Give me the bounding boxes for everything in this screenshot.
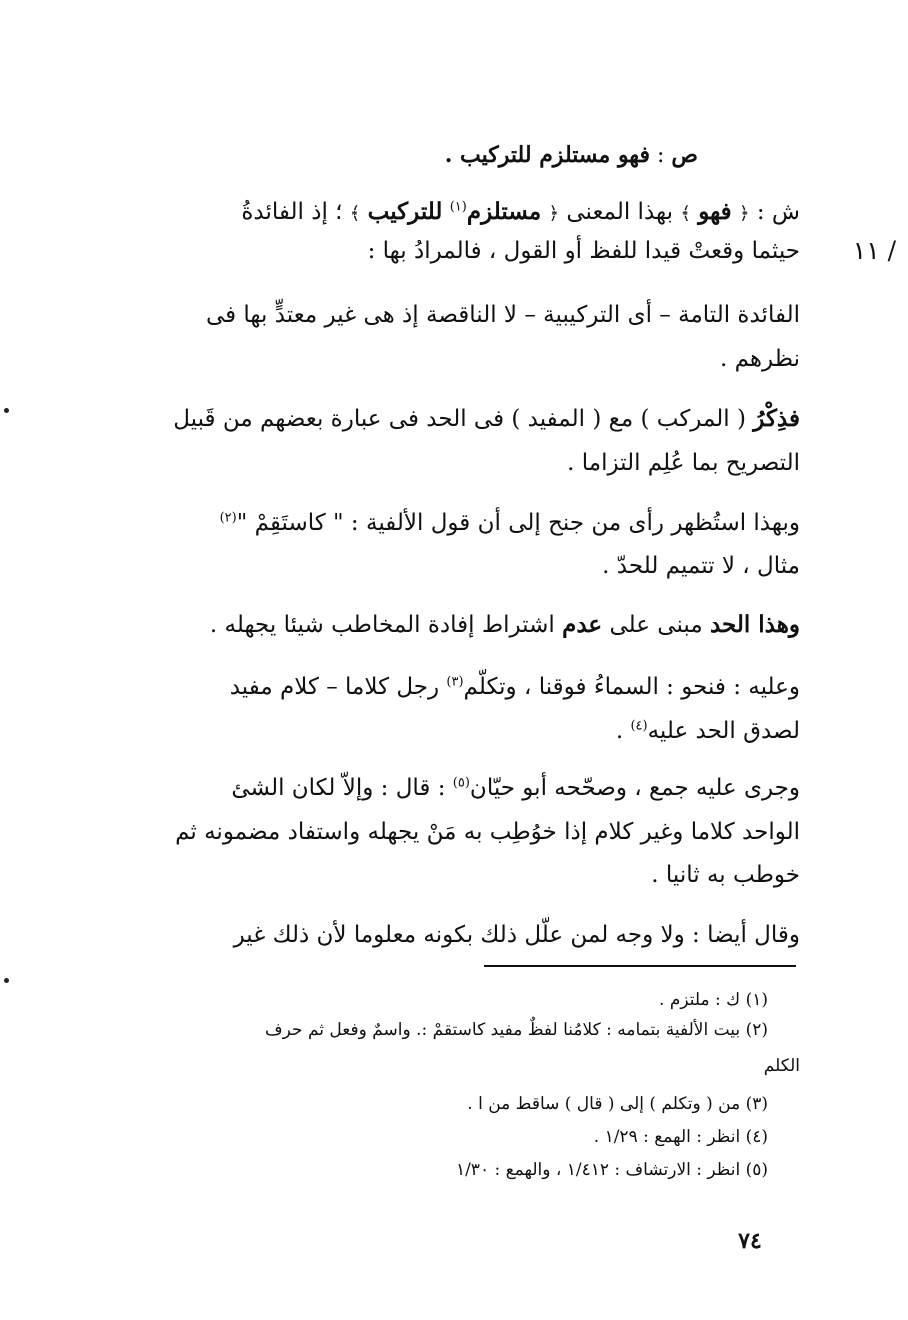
p8-line1: وقال أيضا : ولا وجه لمن علّل ذلك بكونه معلوما لأن ذلك غير <box>233 922 800 948</box>
matn-marker: ص <box>671 142 698 168</box>
scan-speck <box>4 408 9 413</box>
p6-line1 <box>230 672 800 702</box>
page-number: ٧٤ <box>738 1228 762 1254</box>
footnote-2-continuation: الكلم <box>763 1056 800 1076</box>
footnote-ref-2: (٢) <box>219 510 237 526</box>
footnote-3: (٣) من ( وتكلم ) إلى ( قال ) ساقط من ا . <box>467 1094 768 1114</box>
footnote-2: (٢) بيت الألفية بتمامه : كلامُنا لفظٌ مفيد كاستقمْ :. واسمٌ وفعل ثم حرف <box>265 1020 768 1040</box>
scan-speck <box>4 978 9 983</box>
p6-line2-end: . <box>615 718 624 744</box>
p5-word-adam: عدم <box>562 611 603 638</box>
p5-word-hadha-alhadd: وهذا الحد <box>709 611 800 638</box>
ornament-open-bracket-icon: ﴿ <box>739 203 750 224</box>
p1-lead: ش : <box>749 199 800 225</box>
p7-line3: خوطب به ثانيا . <box>651 862 800 888</box>
footnote-ref-5: (٥) <box>452 775 470 791</box>
p7-line2: الواحد كلاما وغير كلام إذا خوُطِب به مَنْ يجهله واستفاد مضمونه ثم <box>175 819 800 845</box>
margin-manuscript-number: ١١ / <box>852 236 896 265</box>
footnote-ref-4: (٤) <box>630 718 648 734</box>
p6-line2 <box>616 716 800 746</box>
footnote-5: (٥) انظر : الارتشاف : ١/٤١٢ ، والهمع : ١/٣٠ <box>455 1160 768 1180</box>
matn-separator: : <box>656 143 665 168</box>
p4-line1 <box>220 508 800 538</box>
p2-line1: الفائدة التامة – أى التركيبية – لا الناقصة إذ هى غير معتدٍّ بها فى <box>205 302 800 328</box>
footnote-ref-1: (١) <box>449 199 467 215</box>
p7-line1 <box>231 773 800 803</box>
p7-text1: وجرى عليه جمع ، وصحّحه أبو حيّان <box>469 775 800 801</box>
footnote-4: (٤) انظر : الهمع : ١/٢٩ . <box>593 1127 768 1147</box>
p1-word-fahuwa: فهو <box>698 198 732 225</box>
p1-text2: ؛ إذ الفائدةُ <box>241 199 343 225</box>
p7-text2: : قال : وإلاّ لكان الشئ <box>231 775 446 801</box>
footnote-1: (١) ك : ملتزم . <box>659 990 768 1010</box>
p6-line2-text: لصدق الحد عليه <box>647 718 800 744</box>
p1-word-mustalzim: مستلزم <box>466 198 542 225</box>
matn-text: فهو مستلزم للتركيب . <box>444 142 650 168</box>
p5-text2: اشتراط إفادة المخاطب شيئا يجهله . <box>209 612 555 638</box>
p3-word-fadhikr: فذِكْرُ <box>753 405 800 432</box>
p1-line2: حيثما وقعتْ قيدا للفظ أو القول ، فالمرادُ بها : <box>367 238 800 264</box>
p1-word-liltarkib: للتركيب <box>367 198 443 225</box>
ornament-close-bracket-icon: ﴾ <box>680 203 691 224</box>
ornament-open-bracket-icon: ﴿ <box>548 203 560 224</box>
p3-line1 <box>173 404 800 434</box>
p6-text1: وعليه : فنحو : السماءُ فوقنا ، وتكلّم <box>463 674 800 700</box>
matn-line <box>445 140 698 171</box>
footnote-ref-3: (٣) <box>446 674 464 690</box>
ornament-close-bracket-icon: ﴾ <box>349 203 361 224</box>
p5-line1 <box>210 610 800 640</box>
p1-line1 <box>241 197 800 229</box>
p5-text1: مبنى على <box>602 612 703 638</box>
p6-text2: رجل كلاما – كلام مفيد <box>229 674 440 700</box>
p4-line1-text: وبهذا استُظهر رأى من جنح إلى أن قول الألفية : " كاستَقِمْ " <box>236 510 800 536</box>
p4-line2: مثال ، لا تتميم للحدّ . <box>602 553 800 579</box>
p2-line2: نظرهم . <box>719 346 800 372</box>
p1-text1: بهذا المعنى <box>559 199 674 225</box>
footnote-divider <box>484 965 796 967</box>
p3-line1-rest: ( المركب ) مع ( المفيد ) فى الحد فى عبارة بعضهم من قَبيل <box>173 406 746 432</box>
p3-line2: التصريح بما عُلِم التزاما . <box>567 450 800 476</box>
